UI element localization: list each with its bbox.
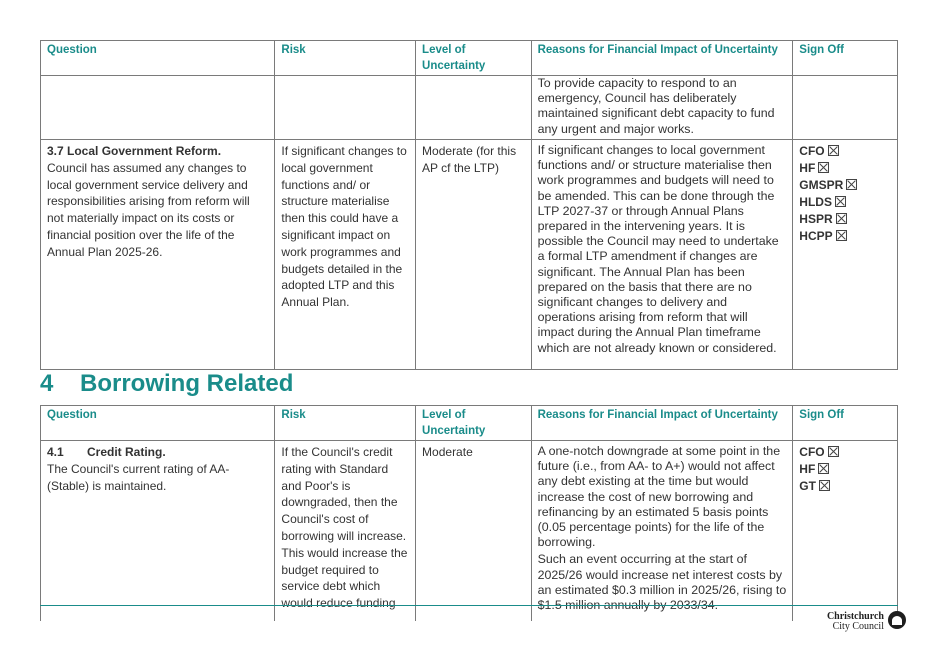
table-header-row: [41, 41, 898, 76]
signoff-cell-3-7: [793, 140, 898, 370]
council-logo: [820, 610, 906, 632]
section-heading: [40, 368, 293, 400]
risk-cell-4-1: If the Council's credit rating with Standard and Poor's is downgraded, then the Council's cost of borrowing will increase. This would increase the budget required to service debt which would reduce funding: [275, 441, 416, 621]
signoff-item: GT: [799, 478, 891, 495]
table-row-carryover: [41, 76, 898, 140]
uncertainty-table-2: [40, 405, 898, 621]
signoff-cell-4-1: [793, 441, 898, 621]
checkbox-checked-icon: [836, 213, 847, 224]
signoff-item: HSPR: [799, 211, 891, 228]
question-body: The Council's current rating of AA- (Stable) is maintained.: [47, 461, 230, 493]
checkbox-checked-icon: [828, 145, 839, 156]
question-title: [47, 444, 268, 461]
question-body: Council has assumed any changes to local government service delivery and responsibilities arising from reform will not materially impact on its costs or financial position over the life of the Annual Plan 2025-26.: [47, 160, 250, 259]
reason-cell-4-1: [531, 441, 793, 621]
checkbox-checked-icon: [846, 179, 857, 190]
header-question: Question: [41, 406, 275, 441]
cell-empty: [275, 76, 416, 140]
signoff-item: HCPP: [799, 228, 891, 245]
reason-paragraph-2: Such an event occurring at the start of 2025/26 would increase net interest costs by an estimated $0.3 million in 2025/26, rising to $1.5 million annually by 2033/34.: [537, 552, 787, 613]
header-signoff: Sign Off: [793, 406, 898, 441]
question-title: 3.7 Local Government Reform.: [47, 144, 222, 158]
section-title: Borrowing Related: [80, 370, 294, 397]
header-signoff: Sign Off: [793, 41, 898, 76]
header-uncertainty: Level of Uncertainty: [416, 41, 532, 76]
header-question: Question: [41, 41, 275, 76]
signoff-item: HLDS: [799, 194, 891, 211]
checkbox-checked-icon: [828, 446, 839, 457]
checkbox-checked-icon: [836, 230, 847, 241]
uncertainty-cell-3-7: Moderate (for this AP cf the LTP): [416, 140, 532, 370]
uncertainty-cell-4-1: Moderate: [416, 441, 532, 621]
question-number: 4.1: [47, 445, 64, 459]
signoff-item: HF: [799, 461, 891, 478]
signoff-item: HF: [799, 160, 891, 177]
table-header-row: [41, 406, 898, 441]
uncertainty-table-1: [40, 40, 898, 370]
checkbox-checked-icon: [818, 463, 829, 474]
section-number: 4: [40, 370, 54, 397]
page-bottom-rule: [40, 605, 898, 606]
question-cell-4-1: [41, 441, 275, 621]
logo-line-1: Christchurch: [826, 611, 884, 622]
cell-empty: [416, 76, 532, 140]
checkbox-checked-icon: [819, 480, 830, 491]
checkbox-checked-icon: [818, 162, 829, 173]
risk-cell-3-7: If significant changes to local government functions and/ or structure materialise then this could have a significant impact on work programmes and budgets detailed in the adopted LTP and this Annual Plan.: [275, 140, 416, 370]
question-cell-3-7: [41, 140, 275, 370]
header-risk: Risk: [275, 41, 416, 76]
reason-cell-3-7: If significant changes to local government functions and/ or structure materialise then work programmes and budgets will need to be amended. This can be done through the LTP 2027-37 or through Annual Plans prepared in the intervening years. It is possible the Council may need to undertake a formal LTP amendment if changes are significant. The Annual Plan has been prepared on the basis that there are no significant changes to delivery and operations arising from reform that will impact during the Annual Plan timeframe which are not already known or considered.: [531, 140, 793, 370]
header-risk: Risk: [275, 406, 416, 441]
cell-empty: [793, 76, 898, 140]
signoff-item: CFO: [799, 444, 891, 461]
table-row-4-1: [41, 441, 898, 621]
council-logo-mark-icon: [888, 611, 906, 629]
logo-line-2: City Council: [832, 621, 884, 632]
cell-empty: [41, 76, 275, 140]
header-reasons: Reasons for Financial Impact of Uncertainty: [531, 406, 793, 441]
table-row-3-7: [41, 140, 898, 370]
signoff-item: GMSPR: [799, 177, 891, 194]
header-uncertainty: Level of Uncertainty: [416, 406, 532, 441]
question-title-text: Credit Rating.: [87, 445, 166, 459]
checkbox-checked-icon: [835, 196, 846, 207]
carryover-reason: To provide capacity to respond to an emergency, Council has deliberately maintained significant debt capacity to fund any urgent and major works.: [531, 76, 793, 140]
reason-paragraph-1: A one-notch downgrade at some point in the future (i.e., from AA- to A+) would not affect any debt existing at the time but would increase the cost of new borrowing and refinancing by an estimated 5 basis points (0.05 percentage points) for the life of the borrowing.: [537, 444, 781, 550]
header-reasons: Reasons for Financial Impact of Uncertainty: [531, 41, 793, 76]
signoff-item: CFO: [799, 143, 891, 160]
